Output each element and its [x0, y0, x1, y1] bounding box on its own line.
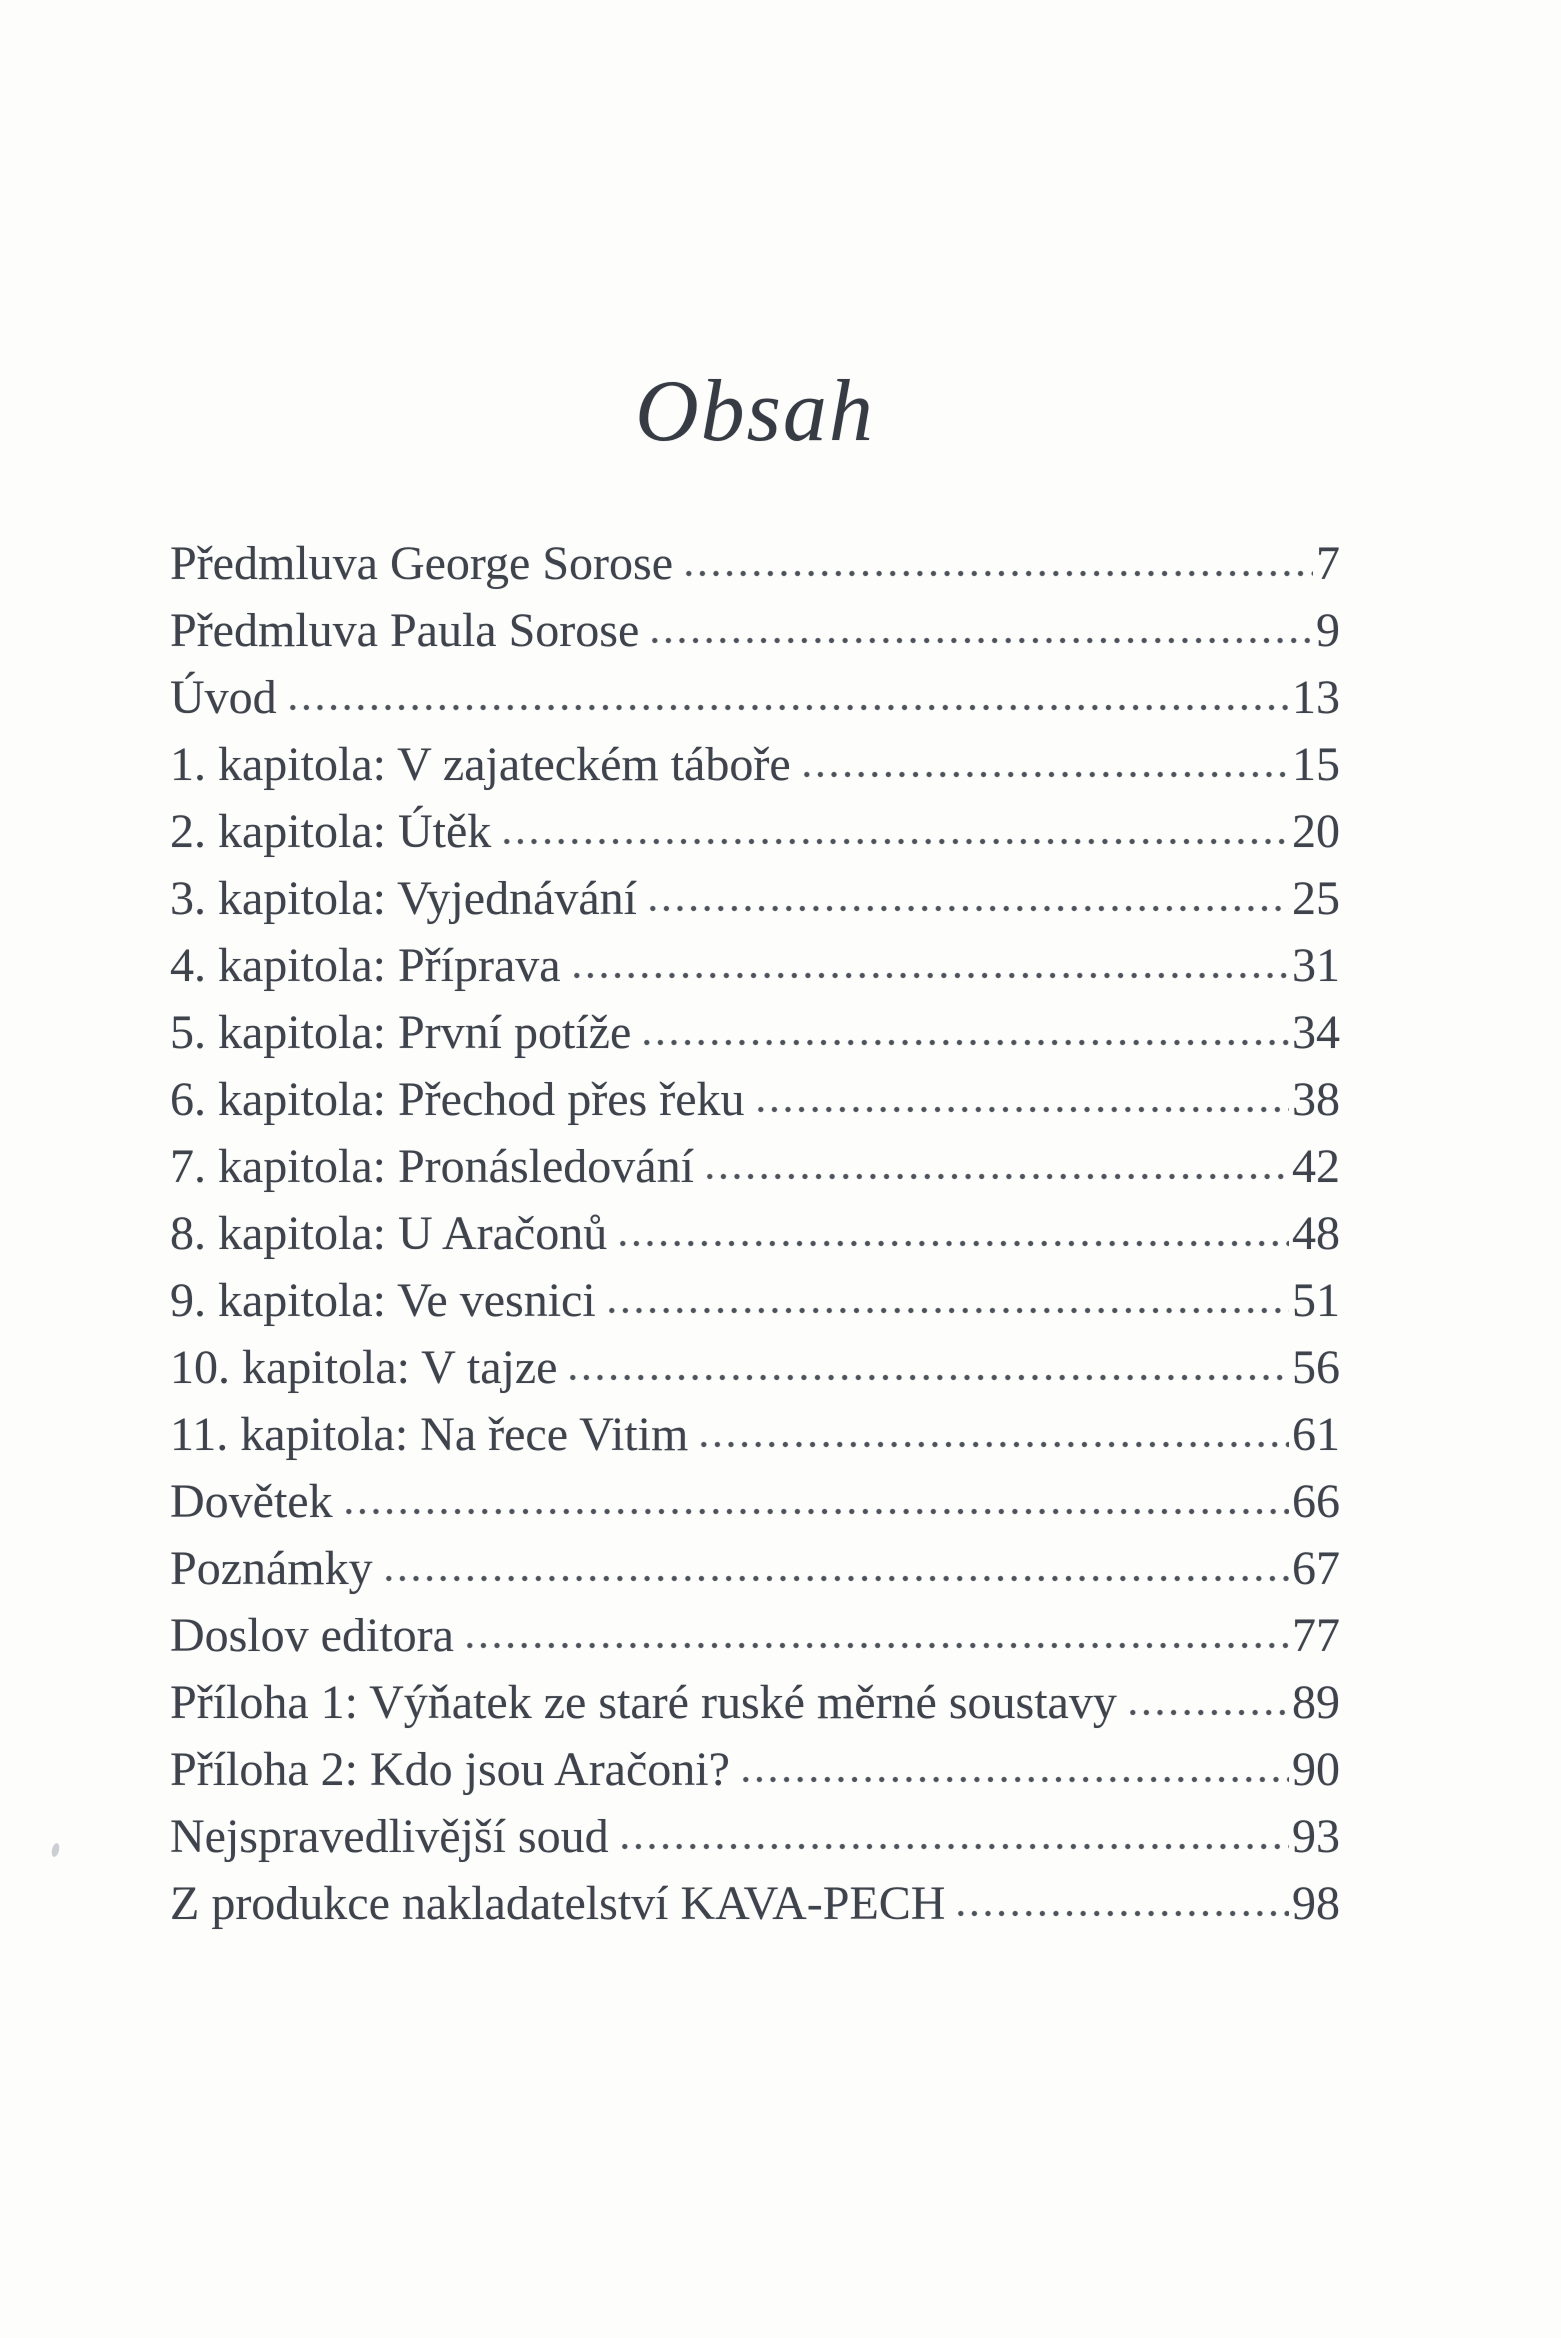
toc-entry — [170, 1334, 1340, 1401]
toc-entry — [170, 664, 1340, 731]
toc-entry-page-number: 51 — [1292, 1274, 1340, 1327]
toc-entry-page-number: 89 — [1292, 1676, 1340, 1729]
dotted-leader — [286, 702, 1289, 713]
toc-entry-page-number: 38 — [1292, 1073, 1340, 1126]
dotted-leader — [954, 1908, 1289, 1919]
toc-entry — [170, 999, 1340, 1066]
dotted-leader — [566, 1372, 1289, 1383]
toc-entry-page-number: 34 — [1292, 1006, 1340, 1059]
toc-entry — [170, 1535, 1340, 1602]
toc-entry-label: 8. kapitola: U Aračonů — [170, 1207, 608, 1260]
table-of-contents — [170, 530, 1340, 1937]
toc-entry — [170, 1669, 1340, 1736]
toc-entry — [170, 597, 1340, 664]
toc-entry-label: Úvod — [170, 671, 277, 724]
dotted-leader — [648, 635, 1313, 646]
toc-entry-label: 5. kapitola: První potíže — [170, 1006, 632, 1059]
toc-entry — [170, 1468, 1340, 1535]
toc-entry-page-number: 77 — [1292, 1609, 1340, 1662]
toc-entry-label: Předmluva George Sorose — [170, 537, 674, 590]
toc-content — [170, 0, 1340, 1937]
toc-entry — [170, 1803, 1340, 1870]
toc-entry — [170, 798, 1340, 865]
toc-entry-label: 9. kapitola: Ve vesnici — [170, 1274, 596, 1327]
toc-entry-page-number: 42 — [1292, 1140, 1340, 1193]
toc-entry — [170, 1736, 1340, 1803]
toc-entry-label: 3. kapitola: Vyjednávání — [170, 872, 638, 925]
dotted-leader — [616, 1238, 1289, 1249]
toc-entry-label: 10. kapitola: V tajze — [170, 1341, 558, 1394]
toc-entry-label: 6. kapitola: Přechod přes řeku — [170, 1073, 745, 1126]
toc-entry-page-number: 31 — [1292, 939, 1340, 992]
toc-entry — [170, 865, 1340, 932]
toc-entry-label: 11. kapitola: Na řece Vitim — [170, 1408, 689, 1461]
toc-entry-label: Doslov editora — [170, 1609, 454, 1662]
scan-speck — [50, 1842, 60, 1857]
toc-entry — [170, 1133, 1340, 1200]
dotted-leader — [800, 769, 1289, 780]
dotted-leader — [703, 1171, 1289, 1182]
toc-entry-label: Dovětek — [170, 1475, 333, 1528]
toc-entry-page-number: 66 — [1292, 1475, 1340, 1528]
dotted-leader — [646, 903, 1289, 914]
toc-entry — [170, 1870, 1340, 1937]
toc-entry — [170, 1066, 1340, 1133]
toc-entry-label: Předmluva Paula Sorose — [170, 604, 640, 657]
toc-entry-label: Příloha 1: Výňatek ze staré ruské měrné soustavy — [170, 1676, 1117, 1729]
toc-entry — [170, 932, 1340, 999]
dotted-leader — [463, 1640, 1289, 1651]
dotted-leader — [754, 1104, 1290, 1115]
dotted-leader — [640, 1037, 1289, 1048]
dotted-leader — [342, 1506, 1289, 1517]
toc-entry-page-number: 90 — [1292, 1743, 1340, 1796]
toc-entry-label: 4. kapitola: Příprava — [170, 939, 561, 992]
dotted-leader — [697, 1439, 1289, 1450]
dotted-leader — [605, 1305, 1289, 1316]
dotted-leader — [739, 1774, 1289, 1785]
toc-entry-page-number: 15 — [1292, 738, 1340, 791]
toc-entry-page-number: 9 — [1316, 604, 1340, 657]
toc-entry-label: 7. kapitola: Pronásledování — [170, 1140, 694, 1193]
toc-entry-label: 2. kapitola: Útěk — [170, 805, 492, 858]
toc-entry — [170, 1267, 1340, 1334]
dotted-leader — [1126, 1707, 1289, 1718]
dotted-leader — [618, 1841, 1289, 1852]
toc-entry-label: Poznámky — [170, 1542, 373, 1595]
toc-entry-page-number: 56 — [1292, 1341, 1340, 1394]
toc-entry — [170, 1602, 1340, 1669]
dotted-leader — [570, 970, 1289, 981]
toc-entry-page-number: 25 — [1292, 872, 1340, 925]
toc-entry — [170, 1200, 1340, 1267]
dotted-leader — [682, 568, 1313, 579]
toc-entry — [170, 530, 1340, 597]
toc-entry-page-number: 7 — [1316, 537, 1340, 590]
page-title: Obsah — [635, 363, 875, 460]
toc-entry-page-number: 67 — [1292, 1542, 1340, 1595]
toc-entry-label: 1. kapitola: V zajateckém táboře — [170, 738, 791, 791]
toc-entry-page-number: 13 — [1292, 671, 1340, 724]
toc-entry-label: Příloha 2: Kdo jsou Aračoni? — [170, 1743, 730, 1796]
dotted-leader — [500, 836, 1289, 847]
toc-entry-label: Z produkce nakladatelství KAVA-PECH — [170, 1877, 946, 1930]
dotted-leader — [382, 1573, 1289, 1584]
toc-entry-page-number: 93 — [1292, 1810, 1340, 1863]
toc-entry — [170, 1401, 1340, 1468]
toc-entry-page-number: 98 — [1292, 1877, 1340, 1930]
toc-entry-label: Nejspravedlivější soud — [170, 1810, 609, 1863]
toc-entry-page-number: 61 — [1292, 1408, 1340, 1461]
toc-entry-page-number: 20 — [1292, 805, 1340, 858]
toc-entry-page-number: 48 — [1292, 1207, 1340, 1260]
toc-entry — [170, 731, 1340, 798]
